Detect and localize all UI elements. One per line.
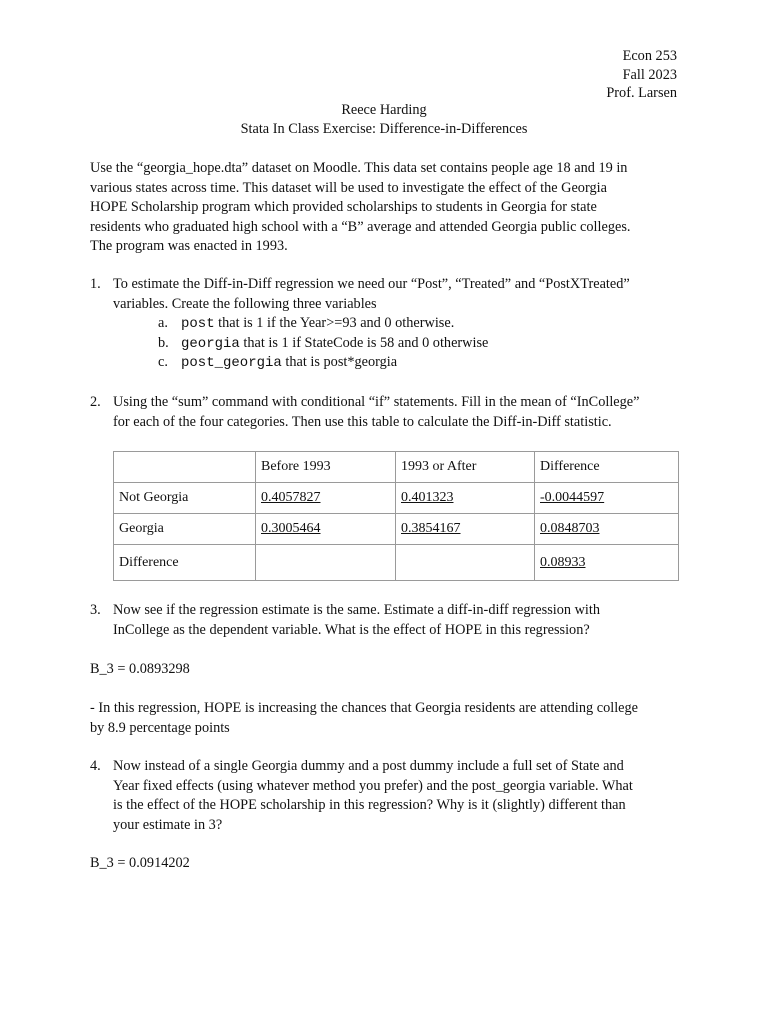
- subitem-letter: c.: [158, 354, 168, 370]
- course-name: Econ 253: [622, 48, 677, 64]
- subitem-b: [158, 334, 488, 355]
- row-label: Difference: [114, 545, 256, 581]
- table-cell: 0.3854167: [396, 514, 535, 545]
- table-cell: 0.08933: [535, 545, 679, 581]
- subitem-text: that is 1 if the Year>=93 and 0 otherwise.: [214, 315, 455, 331]
- intro-line: The program was enacted in 1993.: [90, 238, 288, 254]
- question-4-line: Year fixed effects (using whatever method you prefer) and the post_georgia variable. What: [113, 777, 633, 794]
- question-3: [90, 601, 680, 641]
- table-header-cell: 1993 or After: [396, 452, 535, 483]
- intro-line: residents who graduated high school with a “B” average and attended Georgia public colleges.: [90, 218, 631, 235]
- table-header-cell: [114, 452, 256, 483]
- subitem-a: [158, 314, 454, 335]
- question-1-line: variables. Create the following three variables: [113, 295, 377, 312]
- table-cell: 0.401323: [396, 483, 535, 514]
- question-1: [90, 275, 680, 375]
- page-title: Stata In Class Exercise: Difference-in-Differences: [240, 121, 528, 137]
- question-2: [90, 393, 680, 433]
- question-2-line: Using the “sum” command with conditional “if” statements. Fill in the mean of “InCollege”: [113, 394, 640, 410]
- table-cell: [256, 545, 396, 581]
- explanation-line: by 8.9 percentage points: [90, 719, 230, 736]
- table-row: [114, 514, 679, 545]
- author-name: Reece Harding: [341, 102, 427, 118]
- table-row: [114, 545, 679, 581]
- intro-line: Use the “georgia_hope.dta” dataset on Moodle. This data set contains people age 18 and 19 in: [90, 160, 628, 176]
- subitem-letter: a.: [158, 315, 168, 331]
- row-label: Not Georgia: [114, 483, 256, 514]
- table-cell: 0.3005464: [256, 514, 396, 545]
- question-4-line: is the effect of the HOPE scholarship in this regression? Why is it (slightly) different than: [113, 797, 626, 813]
- row-label: Georgia: [114, 514, 256, 545]
- variable-code: georgia: [181, 335, 240, 352]
- table-cell: 0.4057827: [256, 483, 396, 514]
- question-4-line: Now instead of a single Georgia dummy and a post dummy include a full set of State and: [113, 758, 624, 774]
- intro-line: HOPE Scholarship program which provided scholarships to students in Georgia for state: [90, 199, 597, 215]
- question-number: 4.: [90, 758, 101, 774]
- question-3-line: InCollege as the dependent variable. What is the effect of HOPE in this regression?: [113, 621, 590, 638]
- course-header: [606, 47, 677, 103]
- explanation-line: - In this regression, HOPE is increasing the chances that Georgia residents are attending college: [90, 700, 639, 716]
- answer-3: B_3 = 0.0893298: [90, 661, 190, 677]
- question-number: 1.: [90, 276, 101, 292]
- professor-name: Prof. Larsen: [606, 85, 677, 101]
- table-header-cell: Difference: [535, 452, 679, 483]
- subitem-c: [158, 353, 397, 374]
- question-2-line: for each of the four categories. Then use this table to calculate the Diff-in-Diff statistic.: [113, 413, 612, 430]
- subitem-letter: b.: [158, 334, 169, 351]
- question-number: 3.: [90, 602, 101, 618]
- table-cell: [396, 545, 535, 581]
- intro-paragraph: [90, 159, 680, 257]
- table-row: [114, 483, 679, 514]
- course-term: Fall 2023: [622, 66, 677, 83]
- question-3-line: Now see if the regression estimate is the same. Estimate a diff-in-diff regression with: [113, 602, 601, 618]
- table-header-cell: Before 1993: [256, 452, 396, 483]
- subitem-text: that is post*georgia: [281, 354, 398, 370]
- question-4-line: your estimate in 3?: [113, 816, 223, 833]
- intro-line: various states across time. This dataset will be used to investigate the effect of the Georgia: [90, 179, 607, 196]
- question-4: [90, 757, 680, 837]
- table-cell: -0.0044597: [535, 483, 679, 514]
- question-number: 2.: [90, 394, 101, 410]
- subitem-text: that is 1 if StateCode is 58 and 0 otherwise: [239, 334, 489, 351]
- means-table: [113, 451, 679, 581]
- variable-code: post_georgia: [181, 355, 282, 371]
- answer-4: B_3 = 0.0914202: [90, 855, 190, 871]
- question-1-line: To estimate the Diff-in-Diff regression we need our “Post”, “Treated” and “PostXTreated”: [113, 276, 630, 292]
- variable-code: post: [181, 316, 215, 332]
- table-cell: 0.0848703: [535, 514, 679, 545]
- table-header-row: [114, 452, 679, 483]
- answer-3-explanation: [90, 699, 680, 738]
